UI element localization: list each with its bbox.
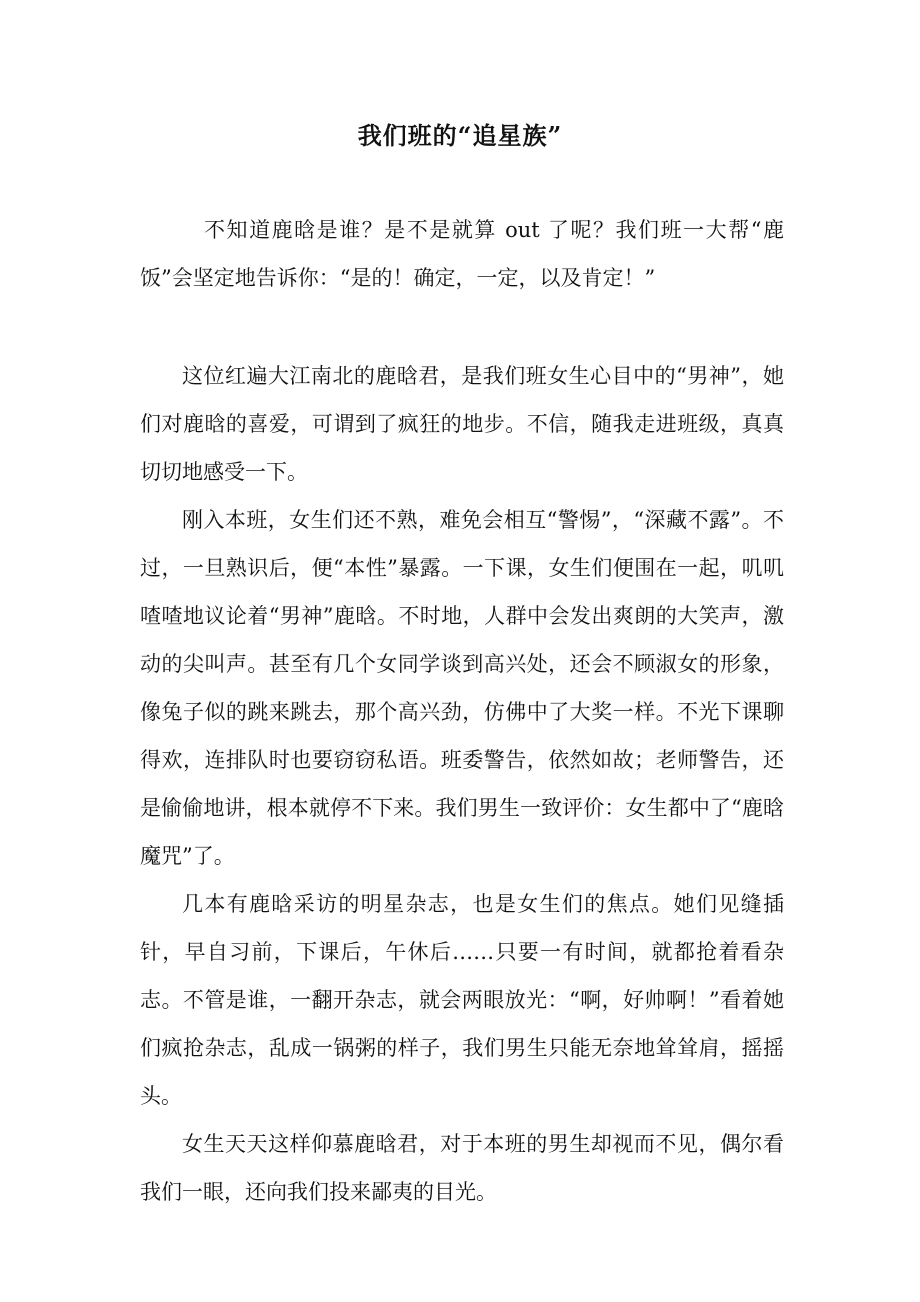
paragraph-2: 刚入本班，女生们还不熟，难免会相互“警惕”，“深藏不露”。不过，一旦熟识后，便“本性”暴露。一下课，女生们便围在一起，叽叽喳喳地议论着“男神”鹿晗。不时地，人群中会发出爽朗的大笑声，激动的尖叫声。甚至有几个女同学谈到高兴处，还会不顾淑女的形象，像兔子似的跳来跳去，那个高兴劲，仿佛中了大奖一样。不光下课聊得欢，连排队时也要窃窃私语。班委警告，依然如故；老师警告，还是偷偷地讲，根本就停不下来。我们男生一致评价：女生都中了“鹿晗魔咒”了。 xyxy=(140,508,784,868)
paragraph-1: 这位红遍大江南北的鹿晗君，是我们班女生心目中的“男神”，她们对鹿晗的喜爱，可谓到了疯狂的地步。不信，随我走进班级，真真切切地感受一下。 xyxy=(140,364,784,484)
paragraph-3: 几本有鹿晗采访的明星杂志，也是女生们的焦点。她们见缝插针，早自习前，下课后，午休后……只要一有时间，就都抢着看杂志。不管是谁，一翻开杂志，就会两眼放光：“啊，好帅啊！”看着她们疯抢杂志，乱成一锅粥的样子，我们男生只能无奈地耸耸肩，摇摇头。 xyxy=(140,892,784,1108)
paragraph-4: 女生天天这样仰慕鹿晗君，对于本班的男生却视而不见，偶尔看我们一眼，还向我们投来鄙夷的目光。 xyxy=(140,1132,784,1204)
intro-paragraph: 不知道鹿晗是谁？是不是就算 out 了呢？我们班一大帮“鹿饭”会坚定地告诉你：“是的！确定，一定，以及肯定！” xyxy=(140,218,784,290)
document-title: 我们班的“追星族” xyxy=(357,121,563,150)
intro-section xyxy=(140,206,784,302)
body-section xyxy=(140,352,784,1216)
